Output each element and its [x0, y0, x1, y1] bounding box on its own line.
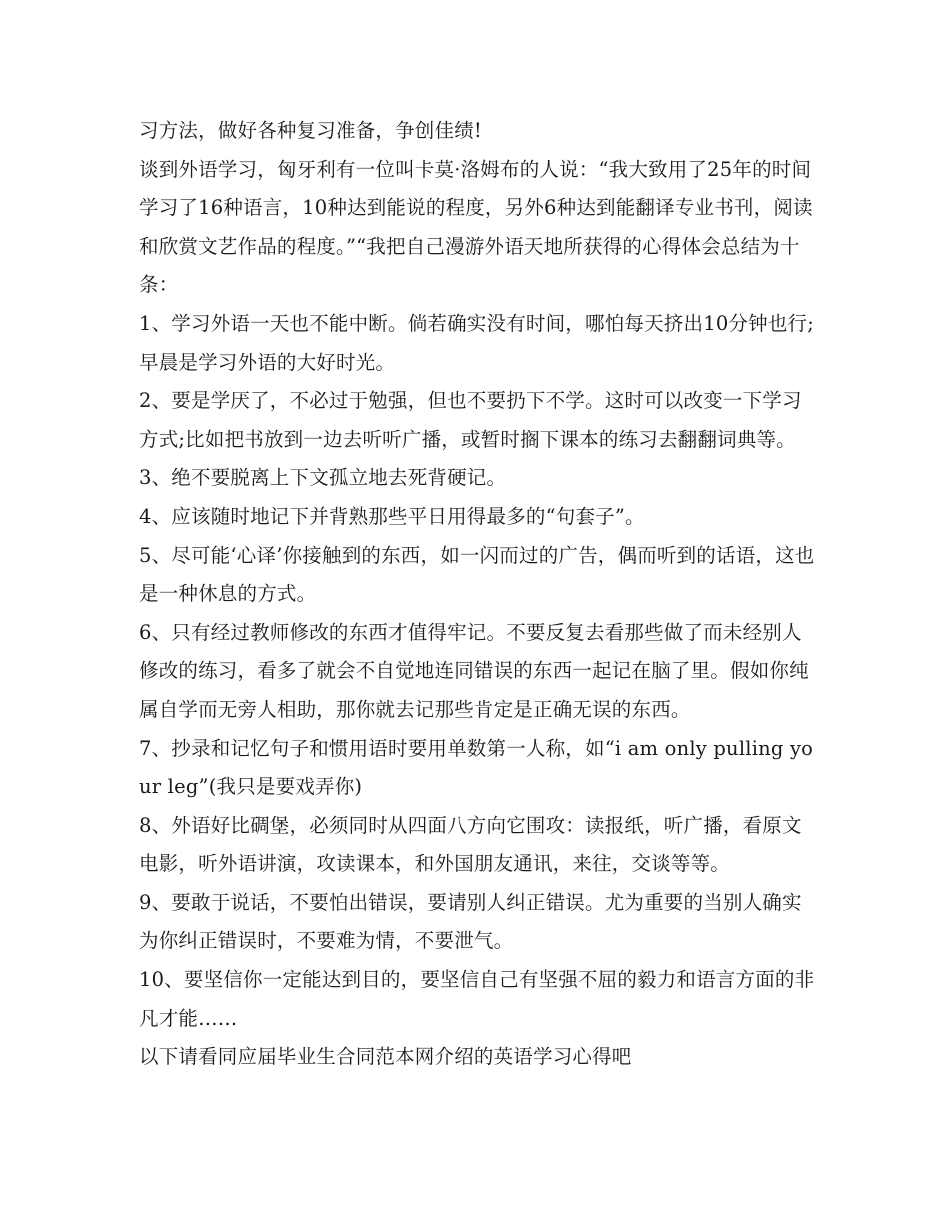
paragraph-tip-2: 2、要是学厌了，不必过于勉强，但也不要扔下不学。这时可以改变一下学习方式;比如把书放到一边去听听广播，或暂时搁下课本的练习去翻翻词典等。 [139, 389, 802, 451]
paragraph-intro: 谈到外语学习，匈牙利有一位叫卡莫·洛姆布的人说：“我大致用了25年的时间学习了16种语言，10种达到能说的程度，另外6种达到能翻译专业书刊，阅读和欣赏文艺作品的程度。”“我把自己漫游外语天地所获得的心得体会总结为十条： [139, 157, 813, 297]
document-body [139, 112, 815, 1077]
paragraph-tip-10: 10、要坚信你一定能达到目的，要坚信自己有坚强不屈的毅力和语言方面的非凡才能…… [139, 968, 815, 1030]
paragraph-tip-7: 7、抄录和记忆句子和惯用语时要用单数第一人称，如“i am only pulling your leg”(我只是要戏弄你) [139, 736, 814, 799]
paragraph-tip-8: 8、外语好比碉堡，必须同时从四面八方向它围攻：读报纸，听广播，看原文电影，听外语讲演，攻读课本，和外国朋友通讯，来往，交谈等等。 [139, 813, 802, 876]
paragraph-tip-3: 3、绝不要脱离上下文孤立地去死背硬记。 [139, 466, 507, 490]
paragraph-tip-1: 1、学习外语一天也不能中断。倘若确实没有时间，哪怕每天挤出10分钟也行;早晨是学习外语的大好时光。 [139, 311, 814, 374]
paragraph-closing: 以下请看同应届毕业生合同范本网介绍的英语学习心得吧 [139, 1045, 632, 1069]
paragraph-continuation: 习方法，做好各种复习准备，争创佳绩! [139, 119, 482, 142]
paragraph-tip-4: 4、应该随时地记下并背熟那些平日用得最多的“句套子”。 [139, 504, 645, 528]
paragraph-tip-6: 6、只有经过教师修改的东西才值得牢记。不要反复去看那些做了而未经别人修改的练习，看多了就会不自觉地连同错误的东西一起记在脑了里。假如你纯属自学而无旁人相助，那你就去记那些肯定是正确无误的东西。 [139, 620, 809, 721]
paragraph-tip-5: 5、尽可能‘心译’你接触到的东西，如一闪而过的广告，偶而听到的话语，这也是一种休息的方式。 [139, 543, 815, 606]
paragraph-tip-9: 9、要敢于说话，不要怕出错误，要请别人纠正错误。尤为重要的当别人确实为你纠正错误时，不要难为情，不要泄气。 [139, 890, 802, 953]
